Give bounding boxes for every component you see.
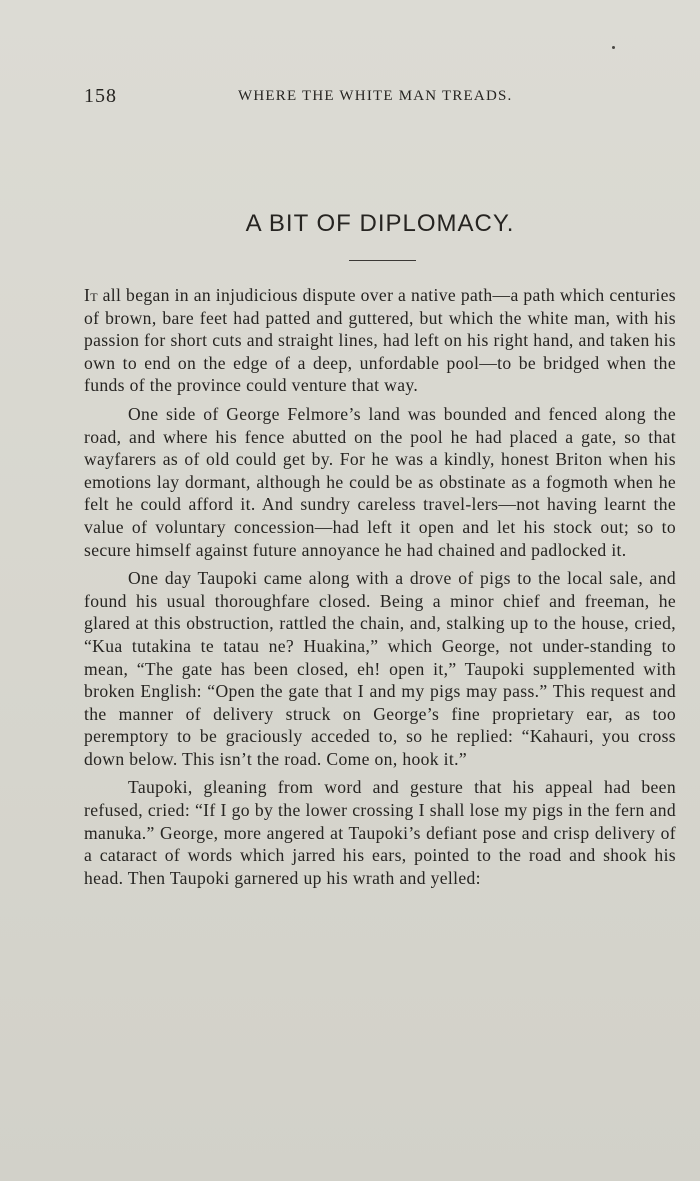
paper-speck [612,46,615,49]
paragraph-2: One side of George Felmore’s land was bounded and fenced along the road, and where his fence abutted on the pool he had placed a gate, so that wayfarers as of old could get by. For he was a kindly, honest Briton when his emotions lay dormant, although he could be as obstinate as a fogmoth when he felt he could afford it. And sundry careless travel-lers—not having learnt the value of voluntary concession—had left it open and let his stock out; so to secure himself against future annoyance he had chained and padlocked it. [84,403,676,560]
paragraph-3: One day Taupoki came along with a drove of pigs to the local sale, and found his usual thoroughfare closed. Being a minor chief and freeman, he glared at this obstruction, rattled the chain, and, stalking up to the house, cried, “Kua tutakina te tatau ne? Huakina,” which George, not under-standing to mean, “The gate has been closed, eh! open it,” Taupoki supplemented with broken English: “Open the gate that I and my pigs may pass.” This request and the manner of delivery struck on George’s fine proprietary ear, as too peremptory to be graciously acceded to, so he replied: “Kahauri, you cross down below. This isn’t the road. Come on, hook it.” [84,568,676,769]
opening-word: It [84,285,98,305]
running-title: WHERE THE WHITE MAN TREADS. [238,88,513,104]
title-rule [349,260,416,261]
paragraph-4: Taupoki, gleaning from word and gesture that his appeal had been refused, cried: “If I go by the lower crossing I shall lose my pigs in the fern and manuka.” George, more angered at Taupoki’s defiant pose and crisp delivery of a cataract of words which jarred his ears, pointed to the road and shook his head. Then Taupoki garnered up his wrath and yelled: [84,777,676,888]
chapter-title: A BIT OF DIPLOMACY. [245,210,515,237]
paragraph-1 [84,284,676,397]
body-text [84,284,676,889]
paragraph-1-text: all began in an injudicious dispute over a native path—a path which centuries of brown, bare feet had patted and guttered, but which the white man, with his passion for short cuts and straight lines, had left on his right hand, and taken his own to end on the edge of a deep, unfordable pool—to be bridged when the funds of the province could venture that way. [84,285,676,396]
page-number: 158 [84,85,117,107]
running-head [84,85,676,109]
